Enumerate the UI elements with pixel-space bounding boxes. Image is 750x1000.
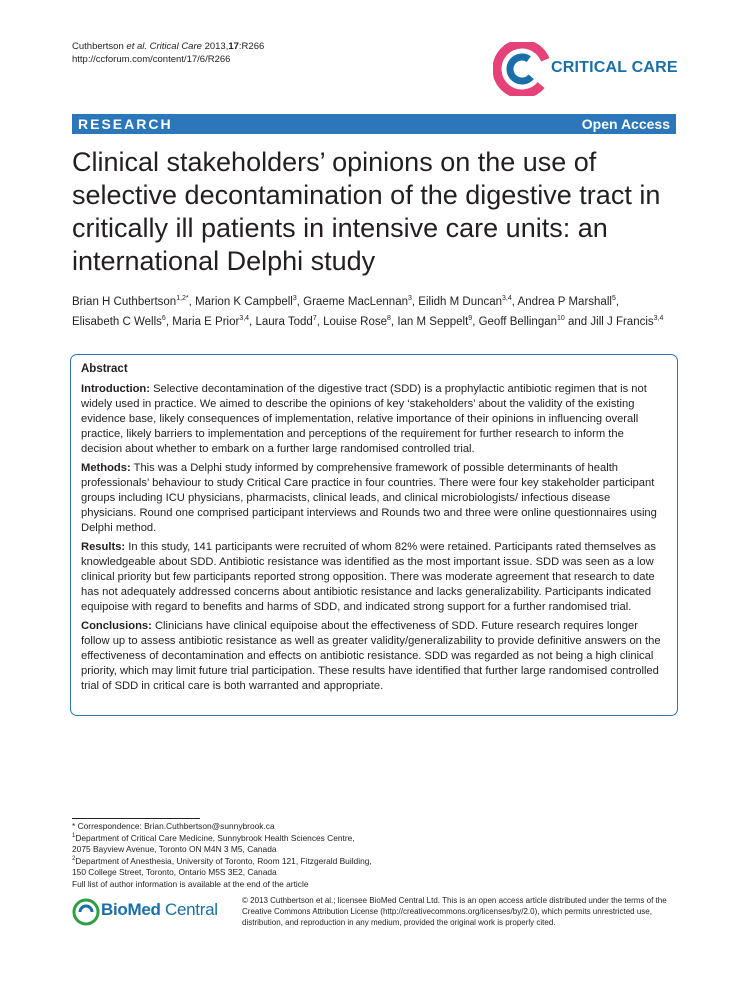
author-affiliation: 6 xyxy=(161,315,166,323)
author-name: Graeme MacLennan xyxy=(303,296,408,308)
license-text: © 2013 Cuthbertson et al.; licensee BioMed Central Ltd. This is an open access article distributed under the terms of the Creative Commons Attribution License (http://creativecommons.org/licenses/by/2.0), which permits unrestricted use, distribution, and reproduction in any medium, provided the original work is properly cited. xyxy=(242,896,667,927)
author-list: Brian H Cuthbertson$^{1,2*}$, Marion K Campbell$^3$, Graeme MacLennan$^3$, Eilidh M Duncan$^{3,4}$, Andrea P Marshall$^5$, Elisabeth C Wells$^6$, Maria E Prior$^{3,4}$, Laura Todd$^7$, Louise Rose$^8$, Ian M Seppelt$^9$, Geoff Bellingan$^{10}$ and Jill J Francis$^{3,4}$ xyxy=(72,295,664,328)
abstract-box xyxy=(70,354,678,716)
author-affiliation: 3 xyxy=(292,295,297,303)
abstract-conclusions xyxy=(81,619,667,694)
abstract-heading: Abstract xyxy=(81,363,128,375)
biomed-central-wordmark: BioMed Central xyxy=(101,900,218,919)
abstract-section-label: Conclusions: xyxy=(81,620,152,632)
author-affiliation: 1,2* xyxy=(176,295,189,303)
author-name: Louise Rose xyxy=(323,316,388,328)
abstract-section-text: This was a Delphi study informed by comprehensive framework of possible determinants of health professionals’ behaviour to study Critical Care practice in four countries. There were four key stakeholder participant groups including ICU physicians, pharmacists, clinical leads, and clinical microbiologists/ infectious disease physicians. Round one comprised participant interviews and Rounds two and three were online questionnaires using Delphi method. xyxy=(81,462,657,534)
footnote-divider xyxy=(72,818,200,819)
author-name: Andrea P Marshall xyxy=(517,296,612,308)
header-author: Cuthbertson xyxy=(72,41,124,52)
author-affiliation: 10 xyxy=(557,315,565,323)
footnotes xyxy=(72,818,372,890)
header-volume: 17 xyxy=(228,41,239,52)
correspondence-email[interactable]: Brian.Cuthbertson@sunnybrook.ca xyxy=(144,821,275,831)
research-banner xyxy=(72,114,676,134)
abstract-section-text: In this study, 141 participants were recruited of whom 82% were retained. Participants rated themselves as knowledgeable about SDD. Antibiotic resistance was identified as the most important issue. SDD was seen as a low clinical priority but few participants reported strong opposition. There was moderate agreement that research to date has not adequately addressed concerns about antibiotic resistance and lacks generalizability. Participants indicated equipoise with regard to benefits and harms of SDD, and indicated strong support for a further randomised trial. xyxy=(81,541,656,613)
abstract-section-text: Clinicians have clinical equipoise about the effectiveness of SDD. Future research requires longer follow up to assess antibiotic resistance as well as greater validity/generalizability to provide definitive answers on the effectiveness of decontamination and effects on antibiotic resistance. SDD was regarded as not being a high clinical priority, which may limit future trial participation. These results have identified that further large randomised controlled trial of SDD in critical care is both warranted and appropriate. xyxy=(81,620,661,692)
author-name: Eilidh M Duncan xyxy=(418,296,503,308)
author-name: Marion K Campbell xyxy=(195,296,293,308)
affiliation-1: $^1$Department of Critical Care Medicine, Sunnybrook Health Sciences Centre, 2075 Bayview Avenue, Toronto ON M4N 3 M5, Canada xyxy=(72,832,355,854)
header-url[interactable]: http://ccforum.com/content/17/6/R266 xyxy=(72,54,231,65)
abstract-results xyxy=(81,540,667,615)
author-affiliation: 9 xyxy=(468,315,473,323)
author-name: Jill J Francis xyxy=(590,316,654,328)
abstract-methods xyxy=(81,461,667,536)
author-affiliation: 3 xyxy=(408,295,412,303)
author-affiliation: 3,4 xyxy=(502,295,512,303)
author-name: Elisabeth C Wells xyxy=(72,316,162,328)
author-name: Maria E Prior xyxy=(172,316,240,328)
banner-research-label: RESEARCH xyxy=(78,116,173,132)
abstract-section-text: Selective decontamination of the digestive tract (SDD) is a prophylactic antibiotic regimen that is not widely used in practice. We aimed to describe the opinions of key ‘stakeholders’ about the validity of the existing evidence base, likely consequences of implementation, relative importance of their opinions in influencing overall practice, likely barriers to implementation and perceptions of the requirement for further research to inform the decision about whether to embark on a further large randomised controlled trial. xyxy=(81,383,647,455)
abstract-section-label: Introduction: xyxy=(81,383,150,395)
correspondence: * Correspondence: Brian.Cuthbertson@sunnybrook.ca xyxy=(72,821,275,831)
author-info-note: Full list of author information is available at the end of the article xyxy=(72,878,309,889)
abstract-section-label: Results: xyxy=(81,541,126,553)
author-name: Laura Todd xyxy=(255,316,313,328)
author-name: Geoff Bellingan xyxy=(478,316,558,328)
header-journal: Critical Care xyxy=(149,41,202,52)
abstract-section-label: Methods: xyxy=(81,462,131,474)
author-affiliation: 8 xyxy=(387,315,391,323)
critical-care-logo-text: CRITICAL CARE xyxy=(551,59,678,76)
header-et-al: et al. xyxy=(126,41,148,52)
header-year: 2013, xyxy=(204,41,229,52)
author-affiliation: 5 xyxy=(611,295,616,303)
affiliation-2: $^2$Department of Anesthesia, University of Toronto, Room 121, Fitzgerald Building, 150 College Street, Toronto, Ontario M5S 3E2, Canada xyxy=(72,855,372,877)
author-affiliation: 3,4 xyxy=(653,315,664,323)
header-citation xyxy=(72,40,264,66)
banner-open-access-label: Open Access xyxy=(581,116,670,132)
author-affiliation: 7 xyxy=(312,315,317,323)
author-affiliation: 3,4 xyxy=(239,315,250,323)
author-name: Ian M Seppelt xyxy=(397,316,469,328)
article-title: Clinical stakeholders’ opinions on the use of selective decontamination of the digestive tract in critically ill patients in intensive care units: an international Delphi study xyxy=(72,147,661,276)
header-article: :R266 xyxy=(238,41,265,52)
abstract-introduction xyxy=(81,382,667,457)
author-name: Brian H Cuthbertson xyxy=(72,296,177,308)
